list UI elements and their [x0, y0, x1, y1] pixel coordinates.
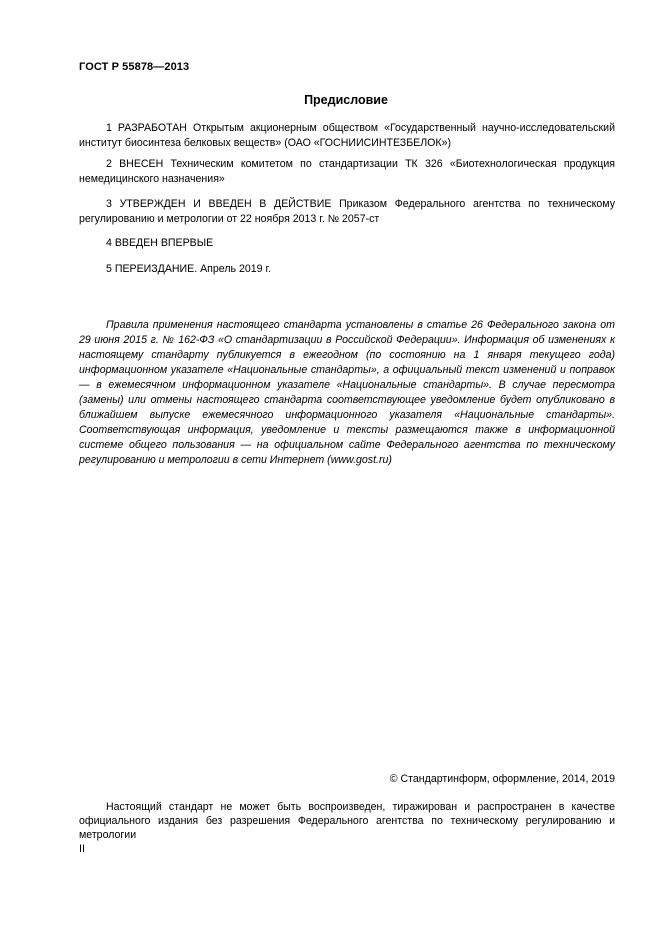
foreword-item-reissue: 5 ПЕРЕИЗДАНИЕ. Апрель 2019 г.	[106, 263, 272, 275]
reproduction-notice: Настоящий стандарт не может быть воспроизведен, тиражирован и распространен в качестве официального издания без разрешения Федерального агентства по техническому регулированию и метрологии	[79, 801, 615, 841]
foreword-item-approved: 3 УТВЕРЖДЕН И ВВЕДЕН В ДЕЙСТВИЕ Приказом Федерального агентства по техническому регулированию и метрологии от 22 ноября 2013 г. № 2057-ст	[79, 198, 615, 225]
foreword-item-introduced: 2 ВНЕСЕН Техническим комитетом по стандартизации ТК 326 «Биотехнологическая продукция немедицинского назначения»	[79, 158, 615, 185]
application-rules-note: Правила применения настоящего стандарта установлены в статье 26 Федерального закона от 29 июня 2015 г. № 162-ФЗ «О стандартизации в Российской Федерации». Информация об изменениях к настоящему стандарту публикуется в ежегодном (по состоянию на 1 января текущего года) информационном указателе «Национальные стандарты», а официальный текст изменений и поправок — в ежемесячном информационном указателе «Национальные стандарты». В случае пересмотра (замены) или отмены настоящего стандарта соответствующее уведомление будет опубликовано в ближайшем выпуске ежемесячного информационного указателя «Национальные стандарты». Соответствующая информация, уведомление и тексты размещаются также в информационной системе общего пользования — на официальном сайте Федерального агентства по техническому регулированию и метрологии в сети Интернет (www.gost.ru)	[79, 319, 615, 466]
document-code: ГОСТ Р 55878—2013	[79, 61, 190, 73]
foreword-item-first-introduced: 4 ВВЕДЕН ВПЕРВЫЕ	[106, 237, 214, 249]
copyright-line: © Стандартинформ, оформление, 2014, 2019	[389, 773, 615, 785]
page-title: Предисловие	[304, 93, 388, 107]
foreword-item-developed: 1 РАЗРАБОТАН Открытым акционерным обществом «Государственный научно-исследовательский институт биосинтеза белковых веществ» (ОАО «ГОСНИИСИНТЕЗБЕЛОК»)	[79, 122, 615, 149]
page-number: II	[79, 843, 86, 855]
